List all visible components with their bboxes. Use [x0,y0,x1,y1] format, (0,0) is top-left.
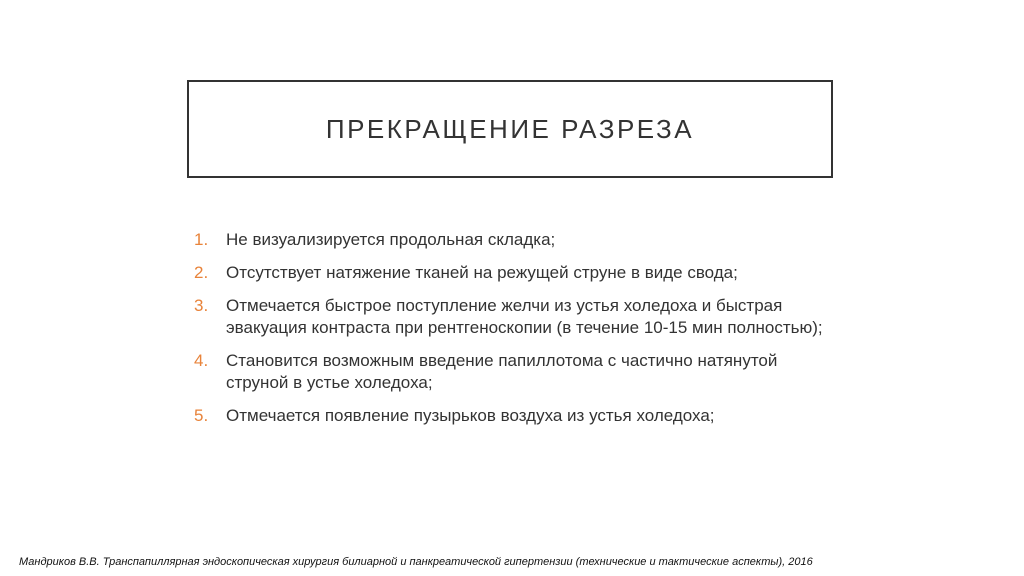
list-item-number: 2. [194,263,209,282]
list-item-text: Отмечается появление пузырьков воздуха из устья холедоха; [226,406,715,425]
title-box [187,80,833,178]
list-item-text: Становится возможным введение папиллотома с частично натянутой струной в устье холедоха; [226,351,778,392]
list-item [194,405,834,427]
list-item [194,295,834,339]
list-item-number: 4. [194,351,209,370]
list-item-number: 5. [194,406,209,425]
list-item [194,229,834,251]
list-item [194,262,834,284]
list-item-text: Отсутствует натяжение тканей на режущей струне в виде свода; [226,263,738,282]
list-item-text: Не визуализируется продольная складка; [226,230,556,249]
slide-title: ПРЕКРАЩЕНИЕ РАЗРЕЗА [325,113,695,144]
list-item [194,350,834,394]
list-item-text: Отмечается быстрое поступление желчи из устья холедоха и быстрая эвакуация контраста при рентгеноскопии (в течение 10-15 мин полностью); [226,296,823,337]
source-citation: Мандриков В.В. Транспапиллярная эндоскопическая хирургия билиарной и панкреатической гипертензии (технические и тактические аспекты), 2016 [19,556,813,568]
criteria-list [194,229,834,438]
list-item-number: 1. [194,230,209,249]
list-item-number: 3. [194,296,209,315]
